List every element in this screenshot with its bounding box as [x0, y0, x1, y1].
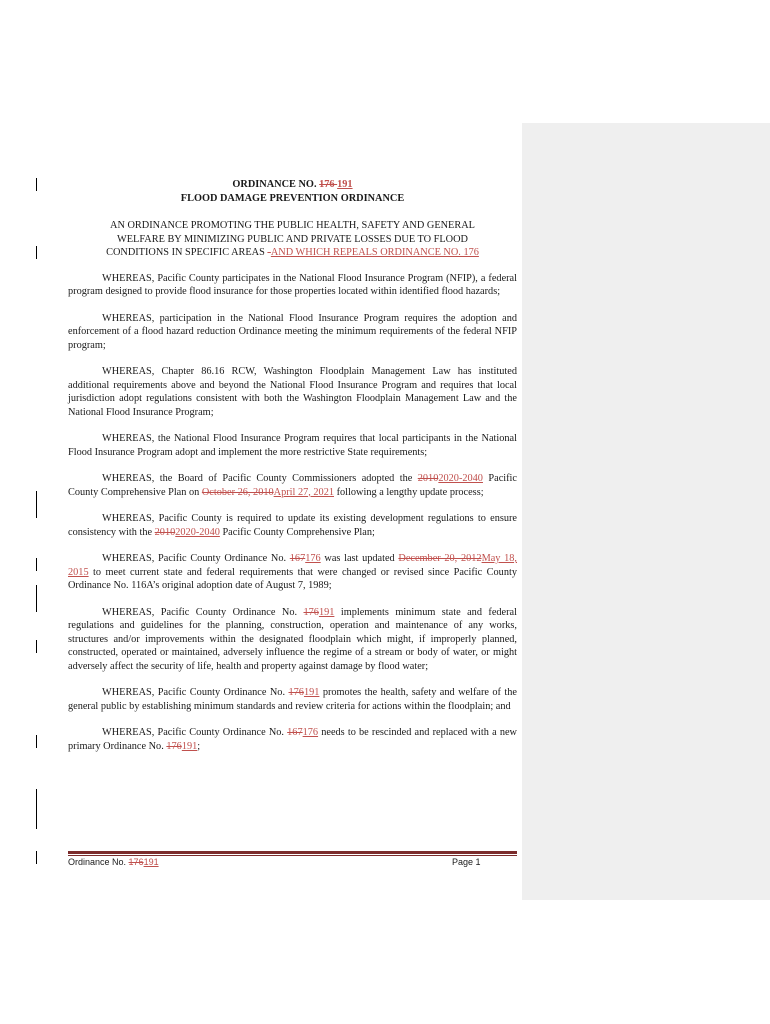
- whereas-paragraph: WHEREAS, participation in the National Flood Insurance Program requires the adoption and enforcement of a flood hazard reduction Ordinance meeting the minimum requirements of the federal NFIP program;: [68, 312, 517, 351]
- deleted-text: 176: [319, 179, 338, 190]
- change-bar: [36, 735, 37, 748]
- ordinance-title: [68, 178, 517, 206]
- inserted-text: 191: [181, 740, 198, 752]
- inserted-text: 176: [302, 727, 319, 738]
- paragraph-text: ;: [197, 740, 201, 752]
- paragraph-text: promotes the health, safety and welfare of the general public by establishing minimum standards and review criteria for actions within the floodplain; and: [68, 687, 517, 712]
- ordinance-subtitle: [68, 219, 517, 260]
- whereas-paragraph: [68, 686, 517, 713]
- paragraph-text: WHEREAS, Pacific County Ordinance No.: [102, 606, 304, 618]
- paragraph-text: following a lengthy update process;: [334, 486, 484, 498]
- subtitle-line: WELFARE BY MINIMIZING PUBLIC AND PRIVATE LOSSES DUE TO FLOOD: [117, 233, 468, 245]
- deleted-text: 176: [166, 740, 182, 752]
- paragraph-text: WHEREAS, the Board of Pacific County Commissioners adopted the: [102, 473, 418, 484]
- whereas-paragraph: WHEREAS, Chapter 86.16 RCW, Washington Floodplain Management Law has instituted additional requirements above and beyond the National Flood Insurance Program and requires that local jurisdiction adopt regulations consistent with both the Washington Floodplain Management Law and the National Flood Insurance Program;: [68, 366, 517, 418]
- deleted-text: 2010: [417, 473, 439, 484]
- paragraph-text: Pacific County Comprehensive Plan;: [219, 526, 375, 538]
- whereas-paragraph: [68, 552, 517, 593]
- paragraph-text: implements minimum state and federal regulations and guidelines for the planning, construction, operation and maintenance of any works, structures and/or improvements within the designated floodplain which might, if improperly planned, constructed, operated or maintained, adversely influence the regime of a stream or body of water, or might adversely affect the security of life, health and property against damage by flood water;: [68, 606, 517, 672]
- whereas-paragraph: WHEREAS, the National Flood Insurance Program requires that local participants in the National Flood Insurance Program adopt and implement the more restrictive State requirements;: [68, 433, 517, 458]
- inserted-text: April 27, 2021: [273, 486, 334, 498]
- whereas-paragraph: [68, 472, 517, 499]
- inserted-text: 176: [305, 553, 321, 564]
- change-bar: [36, 851, 37, 864]
- subtitle-line: CONDITIONS IN SPECIFIC AREAS: [106, 247, 268, 258]
- change-bar: [36, 491, 37, 518]
- deleted-text: December 20, 2012: [398, 553, 482, 564]
- inserted-text: 2020-2040: [438, 473, 483, 484]
- subtitle-line: AN ORDINANCE PROMOTING THE PUBLIC HEALTH, SAFETY AND GENERAL: [110, 220, 475, 231]
- inserted-text: AND WHICH REPEALS ORDINANCE NO. 176: [270, 247, 479, 258]
- comments-pane: [522, 123, 770, 900]
- paragraph-text: WHEREAS, Pacific County Ordinance No.: [102, 687, 289, 698]
- paragraph-text: was last updated: [320, 553, 399, 564]
- deleted-text: 176: [128, 857, 144, 867]
- whereas-paragraph: [68, 512, 517, 539]
- change-bar: [36, 558, 37, 571]
- deleted-text: 176: [288, 687, 304, 698]
- paragraph-text: needs to be rescinded and replaced with a new primary Ordinance No.: [68, 727, 517, 752]
- whereas-paragraph: [68, 606, 517, 674]
- paragraph-text: Pacific County Comprehensive Plan on: [68, 473, 517, 498]
- change-bar: [36, 585, 37, 612]
- page-number: Page 1: [452, 857, 481, 867]
- change-bar: [36, 640, 37, 653]
- title-prefix: ORDINANCE NO.: [232, 179, 320, 190]
- deleted-text: 2010: [154, 526, 176, 538]
- footer-rule: [68, 855, 517, 856]
- deleted-text: 167: [289, 553, 306, 564]
- change-bar: [36, 246, 37, 259]
- document-page: [68, 178, 517, 753]
- inserted-text: 191: [337, 179, 353, 190]
- deleted-text: 176: [303, 606, 319, 618]
- inserted-text: 191: [303, 687, 320, 698]
- deleted-text: October 26, 2010: [201, 486, 274, 498]
- inserted-text: 2020-2040: [175, 526, 220, 538]
- ordinance-name: FLOOD DAMAGE PREVENTION ORDINANCE: [180, 193, 405, 204]
- whereas-paragraph: WHEREAS, Pacific County participates in the National Flood Insurance Program (NFIP), a federal program designed to provide flood insurance for those properties located within identified flood hazards;: [68, 272, 517, 297]
- footer-ordinance-number: [68, 857, 159, 867]
- inserted-text: 191: [318, 606, 335, 618]
- inserted-text: May 18, 2015: [68, 553, 518, 578]
- footer-rule: [68, 851, 517, 854]
- footer-text: Ordinance No.: [68, 857, 129, 867]
- change-bar: [36, 178, 37, 191]
- paragraph-text: WHEREAS, Pacific County is required to update its existing development regulations to ensure consistency with the: [68, 513, 517, 538]
- paragraph-text: to meet current state and federal requirements that were changed or revised since Pacific County Ordinance No. 116A’s original adoption date of August 7, 1989;: [68, 566, 517, 591]
- deleted-text: 167: [287, 727, 303, 738]
- change-bar: [36, 789, 37, 829]
- paragraph-text: WHEREAS, Pacific County Ordinance No.: [102, 727, 288, 738]
- deleted-text: -: [267, 247, 271, 258]
- whereas-paragraph: [68, 726, 517, 753]
- inserted-text: 191: [143, 857, 159, 867]
- paragraph-text: WHEREAS, Pacific County Ordinance No.: [102, 553, 290, 564]
